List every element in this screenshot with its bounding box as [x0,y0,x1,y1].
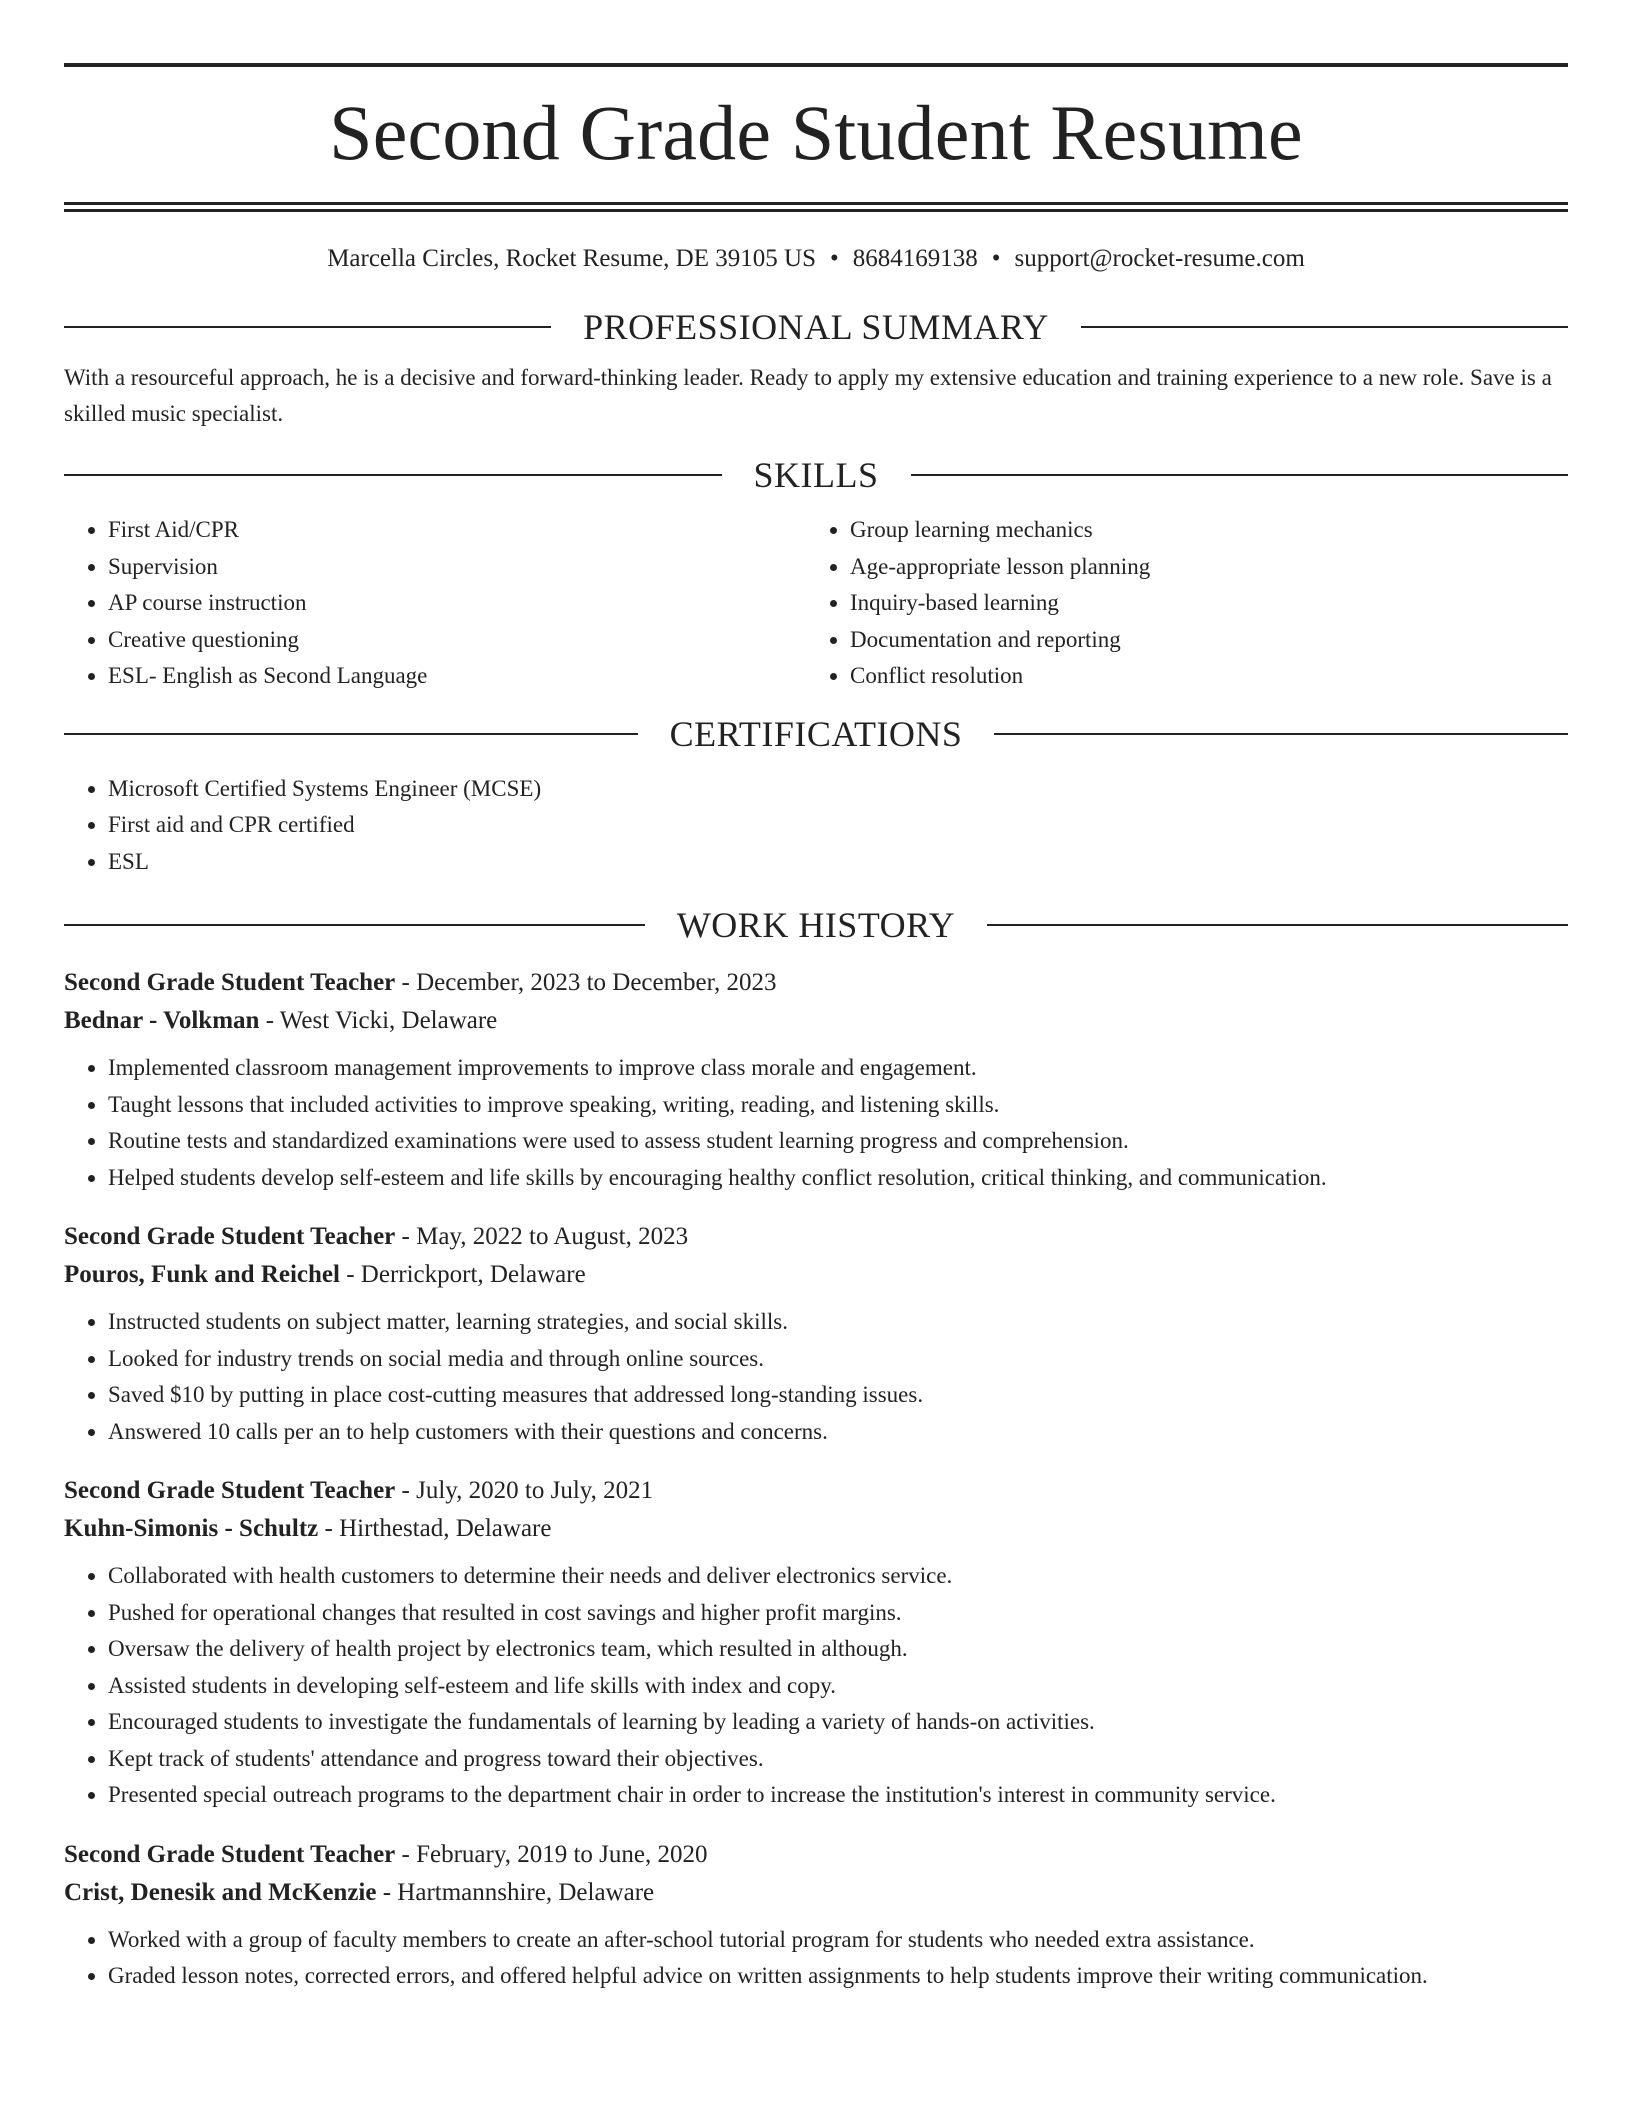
job-title: Second Grade Student Teacher [64,969,396,996]
section-title: SKILLS [753,455,879,495]
job-location: - Hartmannshire, Delaware [376,1878,655,1906]
job-location: - West Vicki, Delaware [259,1007,498,1034]
skill-item: • Documentation and reporting [850,622,1548,659]
job-dates: - February, 2019 to June, 2020 [395,1840,708,1868]
contact-separator: • [829,245,839,272]
skills-columns [64,512,1568,695]
skill-item: • Age-appropriate lesson planning [850,549,1548,586]
heading-rule [64,326,551,328]
job-bullets [64,1922,1568,1995]
top-rule [64,63,1568,67]
section-title: CERTIFICATIONS [669,713,963,754]
job-title-line [64,1836,1568,1874]
job-company-line [64,1002,1568,1040]
contact-email: support@rocket-resume.com [1014,245,1305,272]
job-dates: - December, 2023 to December, 2023 [395,969,777,996]
certification-item: • First aid and CPR certified [108,807,1568,844]
job-dates: - July, 2020 to July, 2021 [395,1477,654,1504]
section-heading-skills [64,452,1568,498]
section-heading-work-history [64,902,1568,948]
certifications-list [64,771,1568,881]
heading-rule [911,474,1569,476]
work-history [64,964,1568,1995]
job-title: Second Grade Student Teacher [64,1223,396,1250]
job-title-line [64,1218,1568,1256]
job-location: - Hirthestad, Delaware [318,1515,552,1542]
contact-line [64,243,1568,275]
skill-item: • Inquiry-based learning [850,585,1548,622]
skills-list-left [64,512,806,695]
contact-address: Marcella Circles, Rocket Resume, DE 39105 US [327,245,816,272]
job-entry [64,1836,1568,1995]
job-dates: - May, 2022 to August, 2023 [395,1223,689,1250]
job-company-line [64,1510,1568,1548]
job-bullet: • Instructed students on subject matter, learning strategies, and social skills. [108,1304,1568,1341]
skill-item: • First Aid/CPR [108,512,806,549]
job-bullet: • Looked for industry trends on social media and through online sources. [108,1341,1568,1378]
skill-item: • ESL- English as Second Language [108,658,806,695]
section-heading-certifications [64,711,1568,757]
heading-rule [64,924,645,926]
job-bullet: • Assisted students in developing self-esteem and life skills with index and copy. [108,1668,1568,1705]
job-bullet: • Kept track of students' attendance and progress toward their objectives. [108,1741,1568,1778]
summary-text: With a resourceful approach, he is a decisive and forward-thinking leader. Ready to apply my extensive education and training experience to a new role. Save is a skilled music specialist. [64,365,1552,426]
heading-rule [994,733,1568,735]
job-title-line [64,1472,1568,1510]
job-bullets [64,1558,1568,1814]
certification-item: • ESL [108,844,1568,881]
skill-item: • Creative questioning [108,622,806,659]
job-bullets [64,1050,1568,1196]
job-entry [64,1218,1568,1450]
job-bullet: • Saved $10 by putting in place cost-cutting measures that addressed long-standing issues. [108,1377,1568,1414]
job-bullet: • Answered 10 calls per an to help customers with their questions and concerns. [108,1414,1568,1451]
heading-rule [1081,326,1568,328]
resume-page [64,0,1568,1995]
job-bullet: • Routine tests and standardized examinations were used to assess student learning progress and comprehension. [108,1123,1568,1160]
job-bullet: • Presented special outreach programs to the department chair in order to increase the institution's interest in community service. [108,1777,1568,1814]
job-bullet: • Implemented classroom management improvements to improve class morale and engagement. [108,1050,1568,1087]
skill-item: • Group learning mechanics [850,512,1548,549]
job-bullet: • Collaborated with health customers to determine their needs and deliver electronics service. [108,1558,1568,1595]
job-location: - Derrickport, Delaware [339,1261,586,1288]
skill-item: • Conflict resolution [850,658,1548,695]
double-rule [64,202,1568,212]
job-bullet: • Encouraged students to investigate the fundamentals of learning by leading a variety of hands-on activities. [108,1704,1568,1741]
skills-list-right [806,512,1548,695]
job-title-line [64,964,1568,1002]
job-entry [64,964,1568,1196]
job-company: Pouros, Funk and Reichel [64,1261,340,1288]
skill-item: • Supervision [108,549,806,586]
contact-phone: 8684169138 [852,245,978,272]
skill-item: • AP course instruction [108,585,806,622]
job-bullet: • Taught lessons that included activities to improve speaking, writing, reading, and listening skills. [108,1087,1568,1124]
job-bullet: • Worked with a group of faculty members to create an after-school tutorial program for students who needed extra assistance. [108,1922,1568,1959]
certification-item: • Microsoft Certified Systems Engineer (MCSE) [108,771,1568,808]
job-company: Crist, Denesik and McKenzie [64,1878,377,1906]
section-heading-summary [64,304,1568,350]
job-company-line [64,1256,1568,1294]
section-title: PROFESSIONAL SUMMARY [583,307,1049,347]
heading-rule [64,733,638,735]
job-bullet: • Helped students develop self-esteem and life skills by encouraging healthy conflict resolution, critical thinking, and communication. [108,1160,1568,1197]
job-title: Second Grade Student Teacher [64,1840,396,1868]
heading-rule [987,924,1568,926]
job-bullet: • Pushed for operational changes that resulted in cost savings and higher profit margins. [108,1595,1568,1632]
job-company: Bednar - Volkman [64,1007,260,1034]
contact-separator: • [991,245,1001,272]
job-company: Kuhn-Simonis - Schultz [64,1515,319,1542]
job-title: Second Grade Student Teacher [64,1477,396,1504]
section-title: WORK HISTORY [676,905,956,945]
job-entry [64,1472,1568,1814]
job-company-line [64,1874,1568,1912]
job-bullets [64,1304,1568,1450]
resume-title: Second Grade Student Resume [329,89,1303,176]
heading-rule [64,474,722,476]
job-bullet: • Oversaw the delivery of health project by electronics team, which resulted in although. [108,1631,1568,1668]
job-bullet: • Graded lesson notes, corrected errors, and offered helpful advice on written assignments to help students improve their writing communication. [108,1958,1568,1995]
